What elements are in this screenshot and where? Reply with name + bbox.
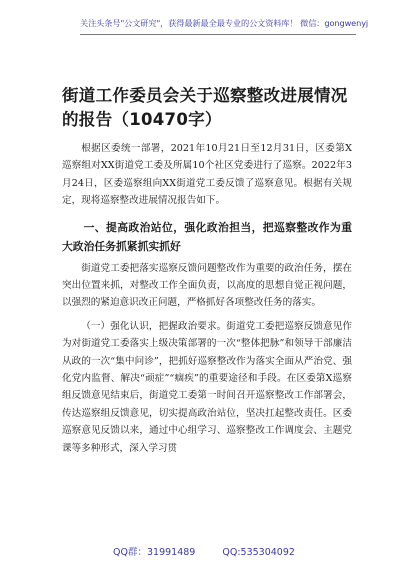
- section-heading: 一、提高政治站位，强化政治担当，把巡察整改作为重大政治任务抓紧抓实抓好: [62, 220, 352, 253]
- body-paragraph: （一）强化认识，把握政治要求。街道党工委把巡察反馈意见作为对街道党工委落实上级决策部署的一次“整体把脉”和领导干部廉洁从政的一次“集中问诊”，把抓好巡察整改作为落实全面从严治党、强化党内监督、解决“顽症”“痼疾”的重要途径和手段。在区委第X巡察组反馈意见结束后，街道党工委第一时间召开巡察整改工作部署会，传达巡察组反馈意见，切实提高政治站位，坚决扛起整改责任。区委巡察意见反馈以来，通过中心组学习、巡察整改工作调度会、主题党课等多种形式，深入学习贯: [62, 320, 352, 454]
- footer-qq-group: QQ群：31991489: [113, 547, 196, 558]
- footer-qq-number: QQ:535304092: [222, 547, 295, 558]
- header-banner: 关注头条号"公文研究"，获得最新最全最专业的公文资料库！ 微信：gongwenyj: [80, 18, 356, 35]
- document-title: 街道工作委员会关于巡察整改进展情况的报告（10470字）: [62, 86, 348, 129]
- intro-paragraph: 根据区委统一部署，2021年10月21日至12月31日，区委第X巡察组对XX街道党工委及所属10个社区党委进行了巡察。2022年3月24日，区委巡察组向XX街道党工委反馈了巡察意见。根据有关规定，现将巡察整改进展情况报告如下。: [62, 143, 352, 207]
- body-paragraph: 街道党工委把落实巡察反馈问题整改作为重要的政治任务，摆在突出位置来抓，对整改工作全面负责，以高度的思想自觉正视问题，以强烈的紧迫意识改正问题，严格抓好各项整改任务的落实。: [62, 262, 352, 309]
- footer-contact: [0, 544, 408, 558]
- document-body: [62, 140, 352, 457]
